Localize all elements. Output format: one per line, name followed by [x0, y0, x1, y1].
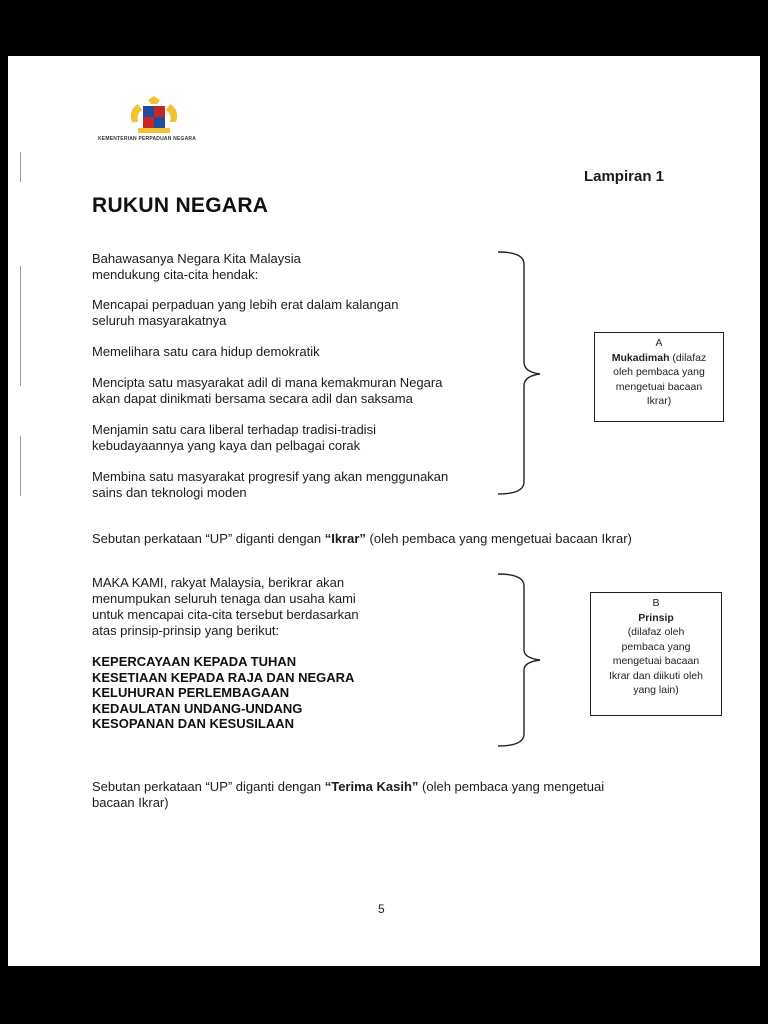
aim-line: Mencipta satu masyarakat adil di mana kemakmuran Negara: [92, 375, 443, 390]
brace-b: [494, 572, 544, 748]
aim-line: sains dan teknologi moden: [92, 485, 247, 500]
box-letter: A: [655, 337, 663, 349]
note-text: Sebutan perkataan “UP” diganti dengan: [92, 779, 325, 794]
aim-item: [92, 297, 398, 329]
aim-item: [92, 344, 320, 360]
note-emphasis: “Ikrar”: [324, 531, 366, 546]
note-ikrar: [92, 531, 712, 547]
pledge-line: untuk mencapai cita-cita tersebut berdasarkan: [92, 607, 359, 622]
box-line: Ikrar): [646, 395, 672, 407]
ministry-name: KEMENTERIAN PERPADUAN NEGARA: [98, 136, 197, 142]
pledge-line: MAKA KAMI, rakyat Malaysia, berikrar akan: [92, 575, 345, 590]
document-page: [8, 56, 760, 966]
aim-line: seluruh masyarakatnya: [92, 313, 227, 328]
note-emphasis: “Terima Kasih”: [324, 779, 419, 794]
aim-item: [92, 422, 376, 454]
ministry-crest-logo: [126, 96, 182, 136]
box-line: [595, 351, 723, 366]
box-letter: B: [652, 597, 660, 609]
box-line: mengetuai bacaan: [615, 380, 703, 393]
principle-item: KELUHURAN PERLEMBAGAAN: [92, 685, 290, 700]
pledge-intro: [92, 575, 359, 639]
pledge-line: atas prinsip-prinsip yang berikut:: [92, 623, 280, 638]
aim-line: kebudayaannya yang kaya dan pelbagai corak: [92, 438, 361, 453]
box-line: mengetuai bacaan: [612, 655, 700, 667]
note-text: (oleh pembaca yang mengetuai: [418, 779, 605, 794]
box-heading: Prinsip: [638, 611, 674, 624]
box-line: Ikrar dan diikuti oleh: [609, 669, 703, 682]
prinsip-box: [590, 592, 722, 716]
box-line: yang lain): [633, 684, 679, 696]
aim-line: Menjamin satu cara liberal terhadap tradisi-tradisi: [92, 422, 376, 437]
aim-line: Membina satu masyarakat progresif yang akan menggunakan: [92, 469, 449, 484]
principle-item: KESETIAAN KEPADA RAJA DAN NEGARA: [92, 669, 355, 685]
note-terima-kasih: [92, 779, 712, 811]
principle-item: KESOPANAN DAN KESUSILAAN: [92, 716, 294, 731]
mukadimah-box: [594, 332, 724, 422]
brace-a: [494, 250, 544, 496]
aim-line: Memelihara satu cara hidup demokratik: [92, 344, 320, 359]
note-text: bacaan Ikrar): [92, 795, 169, 810]
margin-mark: [20, 152, 21, 182]
page-number: 5: [378, 902, 385, 916]
principle-item: KEDAULATAN UNDANG-UNDANG: [92, 700, 303, 716]
aim-line: Mencapai perpaduan yang lebih erat dalam kalangan: [92, 297, 399, 312]
aim-line: akan dapat dinikmati bersama secara adil dan saksama: [92, 391, 413, 406]
box-text: (dilafaz: [669, 351, 707, 364]
annex-label: Lampiran 1: [583, 168, 664, 185]
preamble-intro: [92, 251, 301, 283]
note-text: Sebutan perkataan “UP” diganti dengan: [92, 531, 325, 546]
box-line: (dilafaz oleh: [627, 626, 685, 638]
margin-mark: [20, 436, 21, 496]
aim-item: [92, 375, 442, 407]
principles-list: [92, 654, 354, 732]
document-title: RUKUN NEGARA: [92, 194, 269, 217]
principle-item: KEPERCAYAAN KEPADA TUHAN: [92, 654, 297, 669]
margin-mark: [20, 266, 21, 386]
box-line: pembaca yang: [621, 640, 691, 653]
aim-item: [92, 469, 448, 501]
preamble-line: mendukung cita-cita hendak:: [92, 267, 259, 282]
preamble-line: Bahawasanya Negara Kita Malaysia: [92, 251, 301, 266]
box-heading: Mukadimah: [611, 351, 670, 364]
box-line: oleh pembaca yang: [613, 366, 705, 378]
note-text: (oleh pembaca yang mengetuai bacaan Ikrar): [365, 531, 632, 546]
pledge-line: menumpukan seluruh tenaga dan usaha kami: [92, 591, 356, 606]
